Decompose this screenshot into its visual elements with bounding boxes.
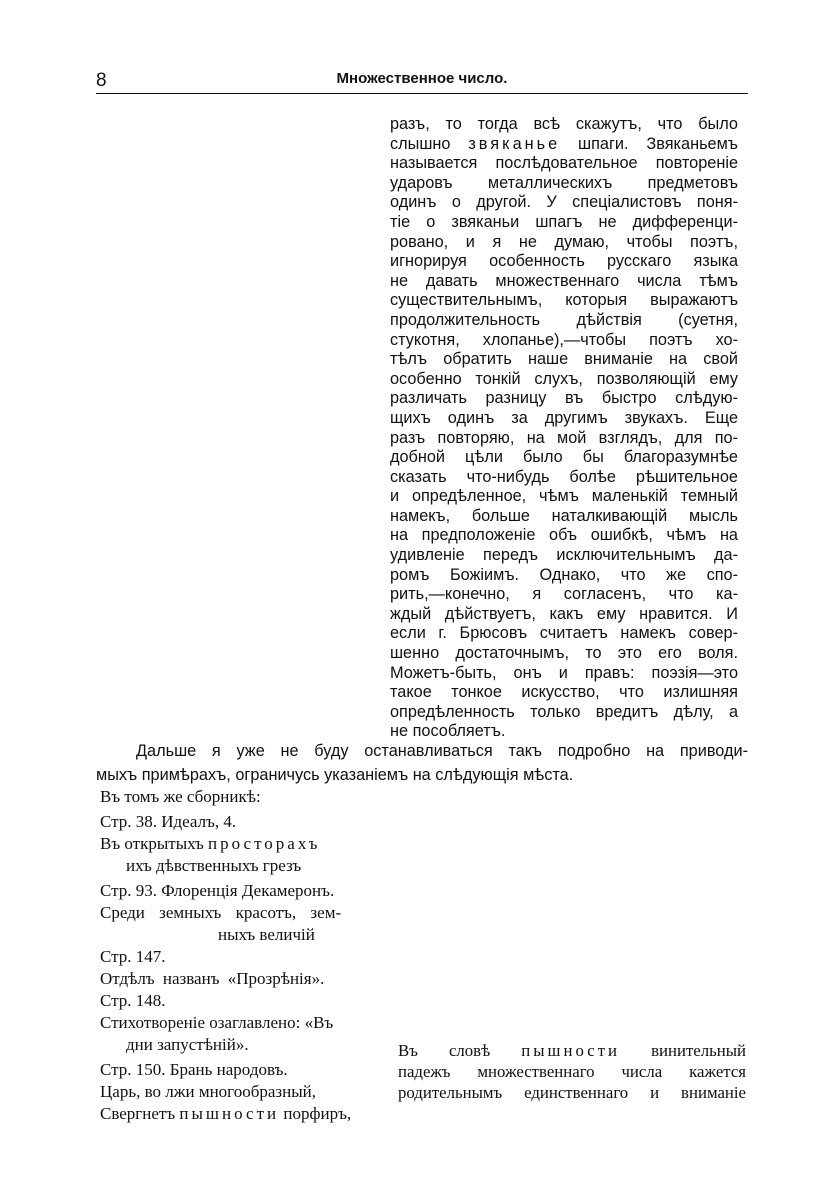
right-column-line: называется послѣдовательное повторенiе [390, 154, 738, 173]
right-column-line: ровано, и я не думаю, чтобы поэтъ, [390, 232, 738, 251]
quote-4-reference: Стр. 148. [100, 991, 166, 1010]
right-column-line: такое тонкое искусство, что излишняя [390, 683, 738, 702]
spaced-emphasis: пышности [521, 1041, 621, 1060]
right-column-line: сказать что-нибудь болѣе рѣшительное [390, 467, 738, 486]
right-column-text [390, 115, 738, 742]
quote-5-line-2: Свергнетъ пышности порфиръ, [100, 1104, 352, 1123]
right-column-line: ждый дѣйствуетъ, какъ ему нравится. И [390, 604, 738, 623]
spaced-emphasis: просторахъ [208, 834, 321, 853]
running-title: Множественное число. [336, 70, 508, 87]
page-number: 8 [96, 70, 107, 91]
spaced-emphasis: пышности [179, 1104, 280, 1123]
right-column-line: Можетъ-быть, онъ и правъ: поэзiя—это [390, 663, 738, 682]
right-column-line: разъ, то тогда всѣ скажутъ, что было [390, 115, 738, 133]
quote-1-line-1: Въ открытыхъ просторахъ [100, 834, 321, 853]
right-column-line: тѣлъ обратить наше вниманiе на свой [390, 350, 738, 369]
right-column-line: существительнымъ, которыя выражаютъ [390, 291, 738, 310]
quote-5-line-1: Царь, во лжи многообразный, [100, 1082, 316, 1101]
right-column-line: ромъ Божiимъ. Однако, что же спо- [390, 565, 738, 584]
quote-2-line-2: ныхъ величiй [218, 925, 315, 944]
header-rule [96, 93, 748, 94]
right-column-line: не давать множественнаго числа тѣмъ [390, 271, 738, 290]
right-column-line: одинъ о другой. У спецiалистовъ поня- [390, 193, 738, 212]
right-column-line: и опредѣленное, чѣмъ маленькiй темный [390, 487, 738, 506]
commentary-line-3: родительнымъ единственнаго и вниманiе [398, 1083, 746, 1102]
right-column-line: различать разницу въ быстро слѣдую- [390, 389, 738, 408]
right-column-line: особенно тонкiй слухъ, позволяющiй ему [390, 369, 738, 388]
right-column-line: разъ повторяю, на мой взглядъ, для по- [390, 428, 738, 447]
page-header [96, 66, 748, 94]
quote-5-reference: Стр. 150. Брань народовъ. [100, 1060, 288, 1079]
right-column-line: игнорируя особенность русскаго языка [390, 252, 738, 271]
right-column-line: стукотня, хлопанье),—чтобы поэтъ хо- [390, 330, 738, 349]
quotation-list [100, 786, 390, 1125]
quote-3-line-1: Отдѣлъ названъ «Прозрѣнiя». [100, 969, 325, 988]
right-column-line: намекъ, больше наталкивающiй мысль [390, 506, 738, 525]
quote-4-line-1: Стихотворенiе озаглавлено: «Въ [100, 1013, 334, 1032]
right-column-line: добной цѣли было бы благоразумнѣе [390, 448, 738, 467]
paragraph-line: Дальше я уже не буду останавливаться такъ подробно на приводи- [136, 742, 748, 760]
paragraph-line: мыхъ примѣрахъ, ограничусь указанiемъ на слѣдующiя мѣста. [96, 766, 574, 784]
right-column-line: если г. Брюсовъ считаетъ намекъ совер- [390, 624, 738, 643]
commentary-line-2: падежъ множественнаго числа кажется [398, 1062, 746, 1081]
right-column-line: опредѣленность только вредитъ дѣлу, а [390, 702, 738, 721]
right-column-line: тiе о звяканьи шпагъ не дифференци- [390, 212, 738, 231]
quote-2-reference: Стр. 93. Флоренцiя Декамеронъ. [100, 881, 335, 900]
quote-3-reference: Стр. 147. [100, 947, 166, 966]
quote-1-line-2: ихъ дѣвственныхъ грезъ [126, 856, 302, 875]
quote-4-line-2: дни запустѣнiй». [126, 1035, 249, 1054]
right-column-line: продолжительность дѣйствiя (суетня, [390, 310, 738, 329]
right-column-line: шенно достаточнымъ, то это его воля. [390, 644, 738, 663]
right-column-line: слышно звяканье шпаги. Звяканьемъ [390, 134, 738, 153]
right-column-line: щихъ одинъ за другимъ звукахъ. Еще [390, 408, 738, 427]
quote-1-reference: Стр. 38. Идеалъ, 4. [100, 812, 237, 831]
commentary-line-1: Въ словѣ пышности винительный [398, 1041, 747, 1060]
quotes-intro: Въ томъ же сборникѣ: [100, 787, 261, 806]
right-column-line: ударовъ металлическихъ предметовъ [390, 173, 738, 192]
right-column-line: не пособляетъ. [390, 722, 506, 741]
right-column-line: рить,—конечно, я согласенъ, что ка- [390, 585, 738, 604]
quote-2-line-1: Среди земныхъ красотъ, зем- [100, 903, 342, 922]
right-column-line: удивленiе передъ исключительнымъ да- [390, 546, 738, 565]
right-column-line: на предположенiе объ ошибкѣ, чѣмъ на [390, 526, 738, 545]
transition-paragraph [96, 739, 748, 787]
spaced-emphasis: звяканье [468, 134, 561, 153]
commentary-text [398, 1040, 746, 1103]
